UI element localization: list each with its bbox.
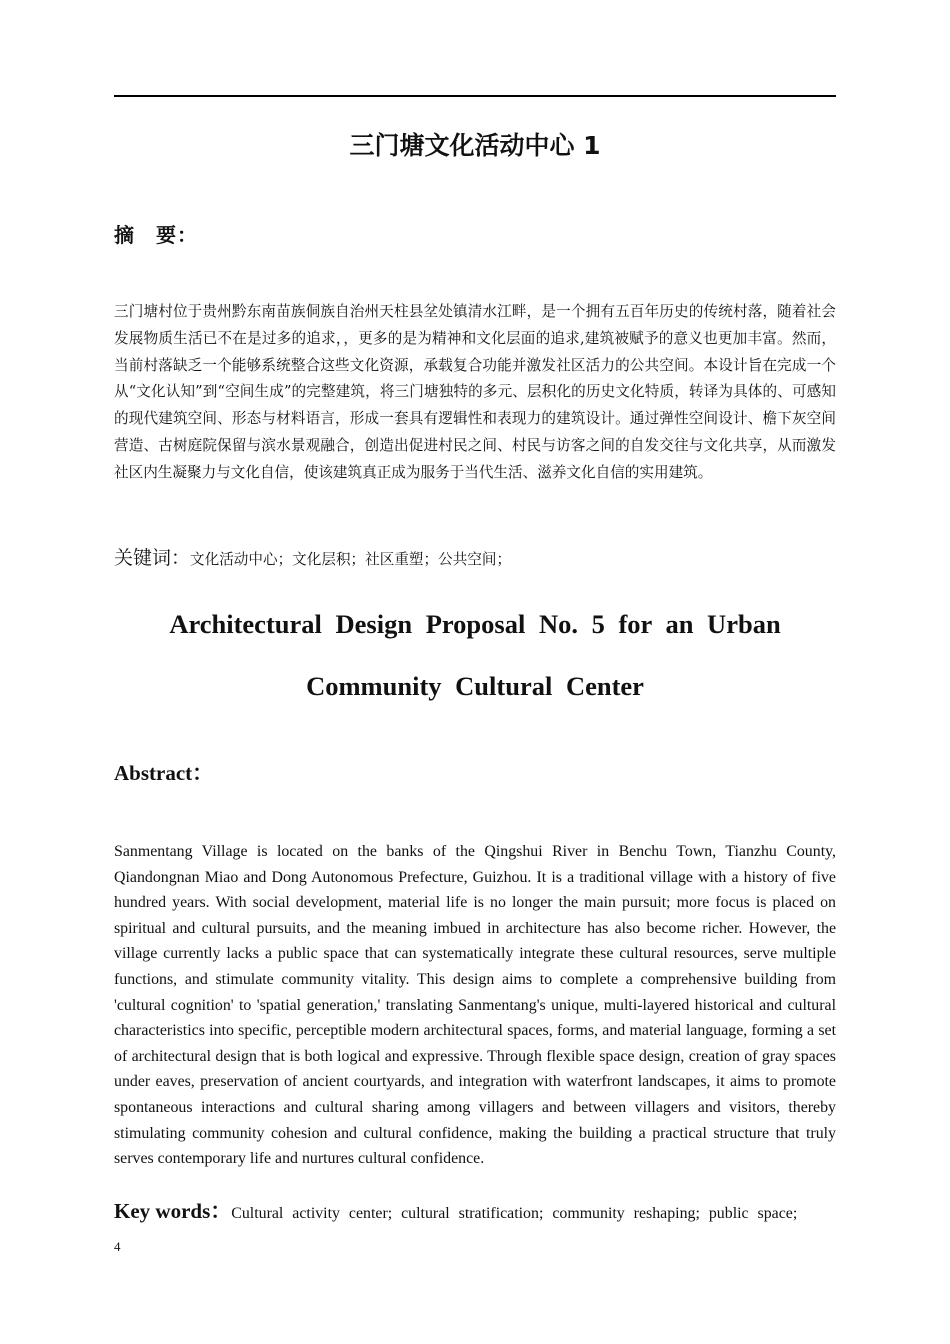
chinese-keywords-label: 关键词： — [114, 547, 191, 569]
chinese-keywords-text: 文化活动中心；文化层积；社区重塑；公共空间； — [190, 551, 512, 568]
english-abstract-text: Sanmentang Village is located on the banks of the Qingshui River in Benchu Town, Tianzhu County, Qiandongnan Miao and Dong Autonomous Prefecture, Guizhou. It is a traditional village with a history of five hundred years. With social development, material life is no longer the main pursuit; more focus is placed on spiritual and cultural pursuits, and the meaning imbued in architecture has also become richer. However, the village currently lacks a public space that can systematically integrate these cultural resources, serve multiple functions, and stimulate community vitality. This design aims to complete a comprehensive building from 'cultural cognition' to 'spatial generation,' translating Sanmentang's unique, multi-layered historical and cultural characteristics into specific, perceptible modern architectural spaces, forms, and material language, forming a set of architectural design that is both logical and expressive. Through flexible space design, creation of gray spaces under eaves, preservation of ancient courtyards, and integration with waterfront landscapes, it aims to promote spontaneous interactions and cultural sharing among villagers and between villagers and visitors, thereby stimulating community cohesion and cultural confidence, making the building a practical structure that truly serves contemporary life and nurtures cultural confidence. — [114, 843, 836, 1168]
chinese-keywords — [114, 543, 836, 575]
english-abstract-label: Abstract： — [114, 761, 214, 785]
english-keywords-text: Cultural activity center; cultural stratification; community reshaping; public space; — [231, 1205, 798, 1222]
english-keywords — [114, 1196, 836, 1229]
chinese-title: 三门塘文化活动中心 1 — [349, 131, 601, 160]
english-title: Architectural Design Proposal No. 5 for an Urban Community Cultural Center — [169, 609, 781, 701]
header-rule — [114, 95, 836, 97]
chinese-abstract-text: 三门塘村位于贵州黔东南苗族侗族自治州天柱县坌处镇清水江畔，是一个拥有五百年历史的传统村落，随着社会发展物质生活已不在是过多的追求，，更多的是为精神和文化层面的追求,建筑被赋予的意义也更加丰富。然而，当前村落缺乏一个能够系统整合这些文化资源，承载复合功能并激发社区活力的公共空间。本设计旨在完成一个从“文化认知”到“空间生成”的完整建筑，将三门塘独特的多元、层积化的历史文化特质，转译为具体的、可感知的现代建筑空间、形态与材料语言，形成一套具有逻辑性和表现力的建筑设计。通过弹性空间设计、檐下灰空间营造、古树庭院保留与滨水景观融合，创造出促进村民之间、村民与访客之间的自发交往与文化共享，从而激发社区内生凝聚力与文化自信，使该建筑真正成为服务于当代生活、滋养文化自信的实用建筑。 — [114, 303, 836, 481]
chinese-abstract-label: 摘 要： — [114, 223, 198, 247]
english-keywords-label: Key words： — [114, 1199, 232, 1223]
page-number: 4 — [114, 1239, 121, 1254]
